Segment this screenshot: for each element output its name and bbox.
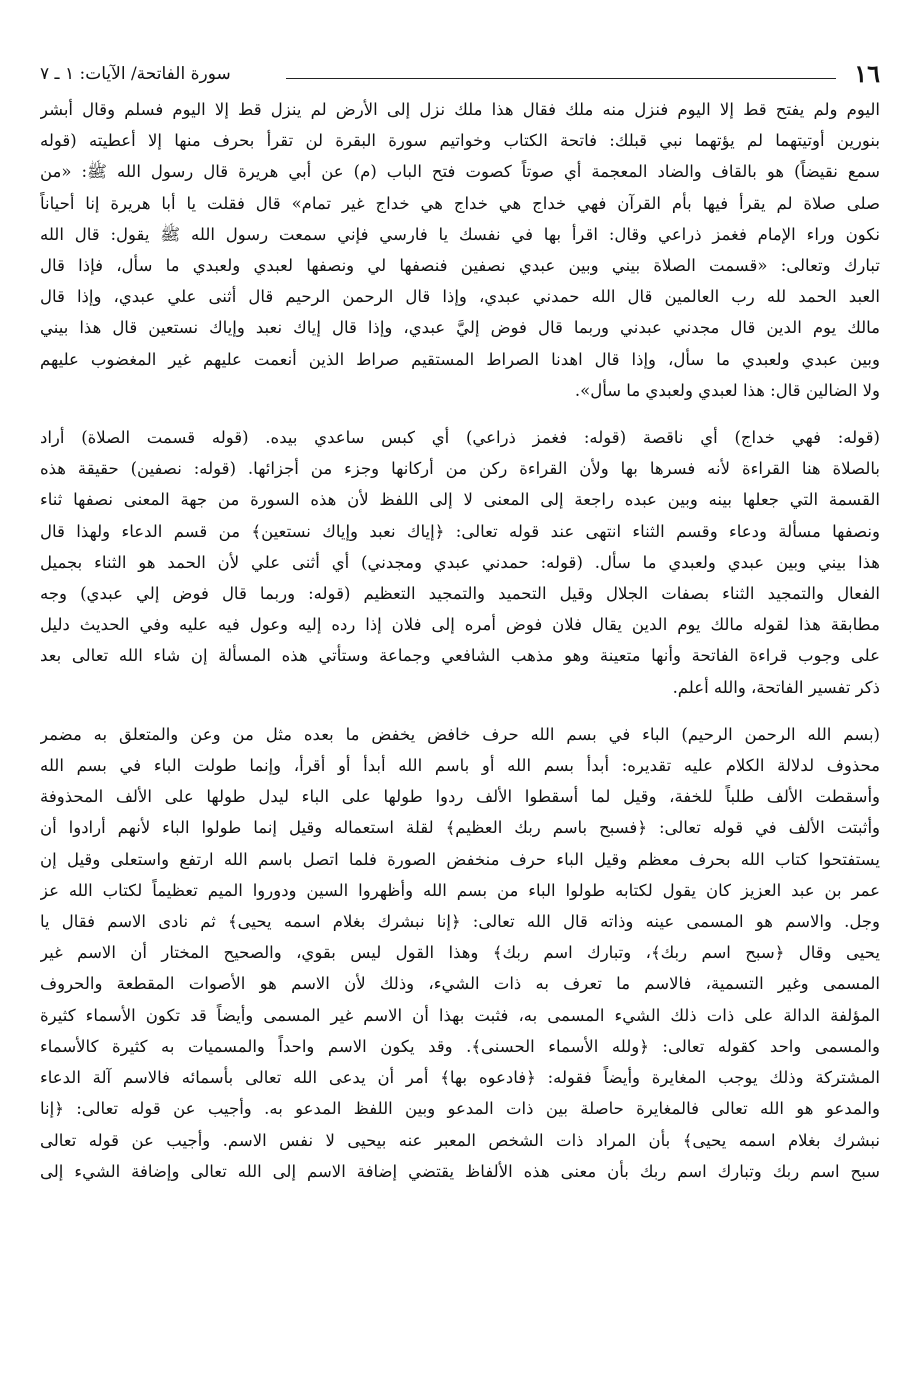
text-line: نكون وراء الإمام فغمز ذراعي وقال: اقرأ بها في نفسك يا فارسي فإني سمعت رسول الله ﷺ يقول: قال الله — [40, 224, 880, 244]
text-line: عمر بن عبد العزيز كان يقول لكتابه طولوا الباء من بسم الله وأظهروا السين ودوروا الميم تعظيماً لكتاب الله عز — [40, 880, 880, 900]
text-line: ولا الضالين قال: هذا لعبدي ولعبدي ما سأل». — [574, 380, 880, 400]
text-line: اليوم ولم يفتح قط إلا اليوم فنزل منه ملك فقال هذا ملك نزل إلى الأرض لم ينزل قط إلا اليوم فسلم وقال أبشر — [40, 100, 880, 119]
text-line: على وجوب قراءة الفاتحة وأنها متعينة وهو مذهب الشافعي وجماعة وستأتي هذه المسألة إن شاء الله تعالى بعد — [40, 646, 880, 666]
text-line: يستفتحوا كتاب الله بحرف معظم وقيل الباء حرف منخفض الصورة فلما اتصل باسم الله ارتفع واستعلى وقيل إن — [40, 849, 880, 869]
text-line: ذكر تفسير الفاتحة، والله أعلم. — [672, 677, 880, 697]
header-rule — [286, 78, 836, 79]
text-line: مطابقة هذا لقوله مالك يوم الدين يقال فلان فوض أمره إلى فلان إذا رده إليه وعول فيه عليه وفي الحديث دليل — [40, 615, 880, 635]
text-line: وأثبتت الألف في قوله تعالى: ﴿فسبح باسم ربك العظيم﴾ لقلة استعماله وقيل إنما طولوا الباء لأنهم أرادوا أن — [40, 818, 880, 838]
text-line: القسمة التي جعلها بينه وبين عبده راجعة إلى المعنى لا إلى اللفظ لأن هذه السورة من جهة المعنى نصفها ثناء — [40, 490, 880, 510]
text-line: صلى صلاة لم يقرأ فيها بأم القرآن فهي خداج هي خداج هي خداج غير تمام» قال فقلت يا أبا هريرة إنا أحياناً — [40, 193, 880, 213]
text-line: المشتركة وذلك يوجب المغايرة وأيضاً فقوله: ﴿فادعوه بها﴾ أمر أن يدعى الله تعالى بأسمائه فالاسم آلة الدعاء — [40, 1068, 880, 1088]
text-line: وبين عبدي ولعبدي ما سأل، وإذا قال اهدنا الصراط المستقيم صراط الذين أنعمت عليهم غير المغضوب عليهم — [40, 349, 880, 369]
text-line: (قوله: فهي خداج) أي ناقصة (قوله: فغمز ذراعي) أي كبس ساعدي بيده. (قوله قسمت الصلاة) أراد — [40, 428, 880, 448]
text-line: المسمى وغير التسمية، فالاسم ما تعرف به ذات الشيء، وذلك لأن الاسم هو الأصوات المقطعة والحروف — [40, 974, 880, 994]
text-line: والمدعو هو الله تعالى فالمغايرة حاصلة بين ذات المدعو وبين اللفظ المدعو به. وأجيب عن قوله تعالى: ﴿إنا — [40, 1099, 880, 1119]
text-line: تبارك وتعالى: «قسمت الصلاة بيني وبين عبدي نصفين فنصفها لي ونصفها لعبدي ولعبدي ما سأل، فإذا قال — [40, 256, 880, 276]
text-line: سمع نقيضاً) هو بالقاف والضاد المعجمة أي صوتاً كصوت فتح الباب (م) عن أبي هريرة قال رسول الله ﷺ: «من — [40, 162, 880, 182]
text-line: العبد الحمد لله رب العالمين قال الله حمدني عبدي، وإذا قال الرحمن الرحيم قال أثنى علي عبدي، وإذا قال — [40, 287, 880, 307]
text-line: يحيى وقال ﴿سبح اسم ربك﴾، وتبارك اسم ربك﴾ وهذا القول ليس بقوي، والصحيح المختار أن الاسم غير — [40, 943, 880, 963]
running-title: سورة الفاتحة/ الآيات: ١ ـ ٧ — [40, 64, 231, 84]
text-line: بالصلاة هنا القراءة لأنه فسرها بها ولأن القراءة ركن من أركانها وجزء من أجزائها. (قوله: نصفين) حقيقة هذه — [40, 459, 880, 479]
paragraph-hadith — [40, 94, 880, 406]
text-line: المؤلفة الدالة على ذات ذلك الشيء المسمى به، فثبت بهذا أن الاسم غير المسمى وأيضاً قد تكون الأسماء كثيرة — [40, 1005, 880, 1025]
text-line: ونصفها مسألة ودعاء وقسم الثناء انتهى عند قوله تعالى: ﴿إياك نعبد وإياك نستعين﴾ من قسم الدعاء ولهذا قال — [40, 521, 880, 541]
text-line: محذوف لدلالة الكلام عليه تقديره: أبدأ بسم الله أو باسم الله أبدأ أو أقرأ، وإنما طولت الباء في بسم الله — [40, 756, 880, 776]
page-body — [40, 94, 880, 1187]
paragraph-commentary — [40, 422, 880, 703]
text-line: سبح اسم ربك وتبارك اسم ربك بأن معنى هذه الألفاظ يقتضي إضافة الاسم إلى الله تعالى وإضافة الشيء إلى — [40, 1161, 880, 1181]
paragraph-gap — [40, 703, 880, 719]
text-line: وأسقطت الألف طلباً للخفة، وقيل لما أسقطوا الألف ردوا طولها على الباء ليدل طولها على الألف المحذوفة — [40, 787, 880, 807]
text-line: نبشرك بغلام اسمه يحيى﴾ بأن المراد ذات الشخص المعبر عنه بيحيى لا نفس الاسم. وأجيب عن قوله تعالى — [40, 1130, 880, 1150]
text-line: بنورين أوتيتهما لم يؤتهما نبي قبلك: فاتحة الكتاب وخواتيم سورة البقرة لن تقرأ بحرف منها إلا أعطيته (قوله — [40, 131, 880, 151]
paragraph-basmala — [40, 719, 880, 1187]
text-line: والمسمى واحد كقوله تعالى: ﴿ولله الأسماء الحسنى﴾. وقد يكون الاسم واحداً والمسميات به كثيرة كالأسماء — [40, 1036, 880, 1056]
page-header — [40, 58, 880, 90]
text-line: الفعال والتمجيد الثناء بصفات الجلال وقيل التحميد والتمجيد التعظيم (قوله: وربما قال فوض إلي عبدي) وجه — [40, 584, 880, 604]
text-line: وجل. والاسم هو المسمى عينه وذاته قال الله تعالى: ﴿إنا نبشرك بغلام اسمه يحيى﴾ ثم نادى الاسم فقال يا — [40, 912, 880, 932]
text-line: (بسم الله الرحمن الرحيم) الباء في بسم الله حرف خافض يخفض ما بعده مثل من وعن والمتعلق به مضمر — [40, 724, 880, 744]
page-number: ١٦ — [854, 59, 880, 88]
text-line: مالك يوم الدين قال مجدني عبدني وربما قال فوض إليَّ عبدي، وإذا قال إياك نعبد وإياك نستعين قال هذا بيني — [40, 318, 880, 338]
paragraph-gap — [40, 406, 880, 422]
text-line: هذا بيني وبين عبدي ولعبدي ما سأل. (قوله: حمدني عبدي ومجدني) أي أثنى علي لأن الحمد هو الثناء بجميل — [40, 552, 880, 572]
